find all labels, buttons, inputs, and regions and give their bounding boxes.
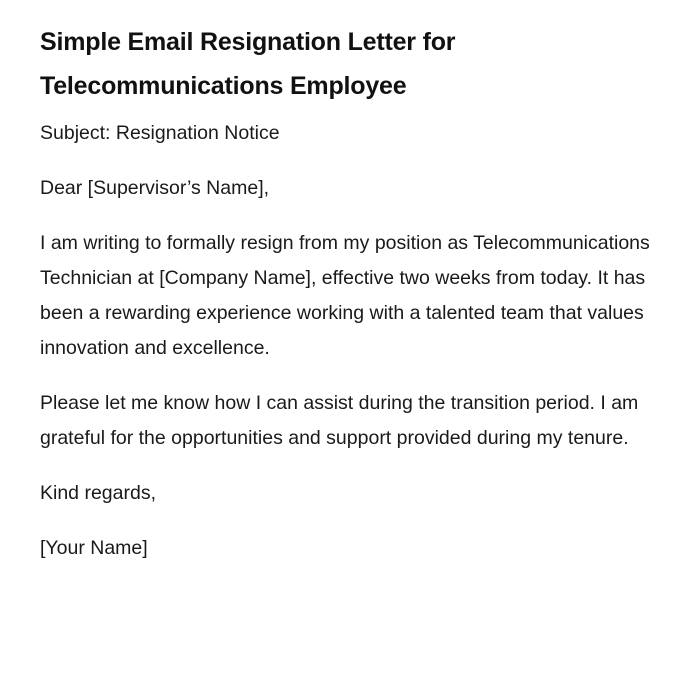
letter-signature: [Your Name] — [40, 537, 148, 559]
email-subject-line: Subject: Resignation Notice — [40, 122, 280, 144]
document-title: Simple Email Resignation Letter for Telecommunications Employee — [40, 28, 456, 100]
letter-closing: Kind regards, — [40, 482, 156, 504]
body-paragraph-resignation: I am writing to formally resign from my position as Telecommunications Technician at [Company Name], effective two weeks from today. It has been a rewarding experience working with a talented team that values innovation and excellence. — [40, 232, 650, 359]
letter-greeting: Dear [Supervisor’s Name], — [40, 177, 270, 199]
letter-document — [40, 20, 660, 566]
body-paragraph-transition: Please let me know how I can assist during the transition period. I am grateful for the opportunities and support provided during my tenure. — [40, 392, 639, 449]
